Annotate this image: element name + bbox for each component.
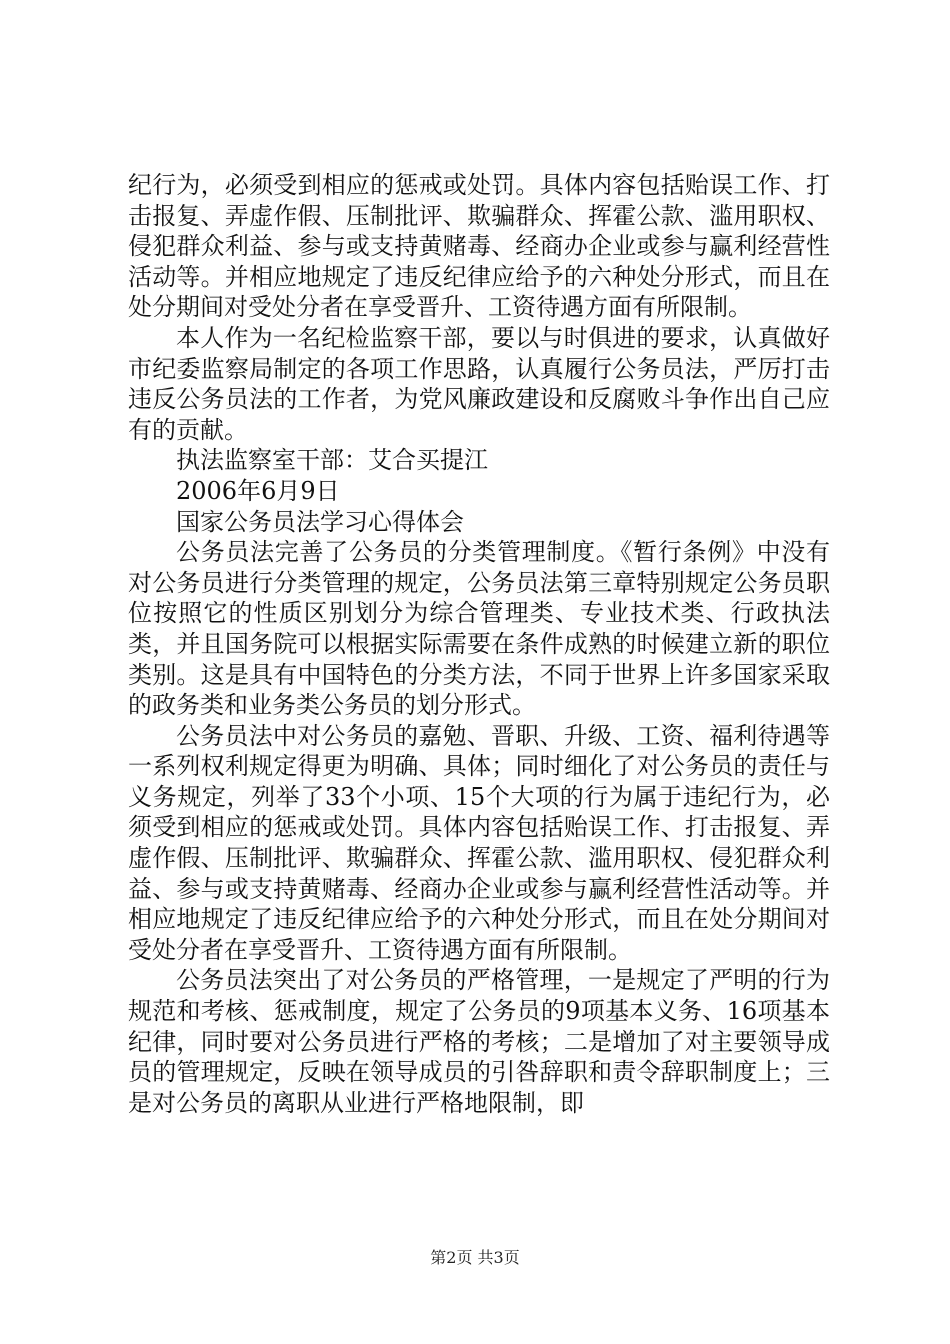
signature-line: 执法监察室干部：艾合买提江: [176, 446, 488, 475]
page-number-footer: 第2页 共3页: [430, 1248, 520, 1267]
paragraph: 公务员法完善了公务员的分类管理制度。《暂行条例》中没有对公务员进行分类管理的规定，公务员法第三章特别规定公务员职位按照它的性质区别划分为综合管理类、专业技术类、行政执法类，并且国务院可以根据实际需要在条件成熟的时候建立新的职位类别。这是具有中国特色的分类方法，不同于世界上许多国家采取的政务类和业务类公务员的划分形式。: [128, 538, 830, 720]
date-line: 2006年6月9日: [176, 476, 340, 505]
paragraph: 本人作为一名纪检监察干部，要以与时俱进的要求，认真做好市纪委监察局制定的各项工作思路，认真履行公务员法，严厉打击违反公务员法的工作者，为党风廉政建设和反腐败斗争作出自己应有的贡献。: [128, 323, 830, 444]
paragraph: 公务员法突出了对公务员的严格管理，一是规定了严明的行为规范和考核、惩戒制度，规定了公务员的9项基本义务、16项基本纪律，同时要对公务员进行严格的考核；二是增加了对主要领导成员的管理规定，反映在领导成员的引咎辞职和责令辞职制度上；三是对公务员的离职从业进行严格地限制，即: [128, 966, 830, 1117]
paragraph: 公务员法中对公务员的嘉勉、晋职、升级、工资、福利待遇等一系列权利规定得更为明确、具体；同时细化了对公务员的责任与义务规定，列举了33个小项、15个大项的行为属于违纪行为，必须受到相应的惩戒或处罚。具体内容包括贻误工作、打击报复、弄虚作假、压制批评、欺骗群众、挥霍公款、滥用职权、侵犯群众利益、参与或支持黄赌毒、经商办企业或参与赢利经营性活动等。并相应地规定了违反纪律应给予的六种处分形式，而且在处分期间对受处分者在享受晋升、工资待遇方面有所限制。: [128, 721, 830, 964]
section-title: 国家公务员法学习心得体会: [176, 507, 464, 536]
document-body: [128, 170, 830, 1118]
paragraph-continued: 纪行为，必须受到相应的惩戒或处罚。具体内容包括贻误工作、打击报复、弄虚作假、压制批评、欺骗群众、挥霍公款、滥用职权、侵犯群众利益、参与或支持黄赌毒、经商办企业或参与赢利经营性活动等。并相应地规定了违反纪律应给予的六种处分形式，而且在处分期间对受处分者在享受晋升、工资待遇方面有所限制。: [128, 171, 830, 322]
